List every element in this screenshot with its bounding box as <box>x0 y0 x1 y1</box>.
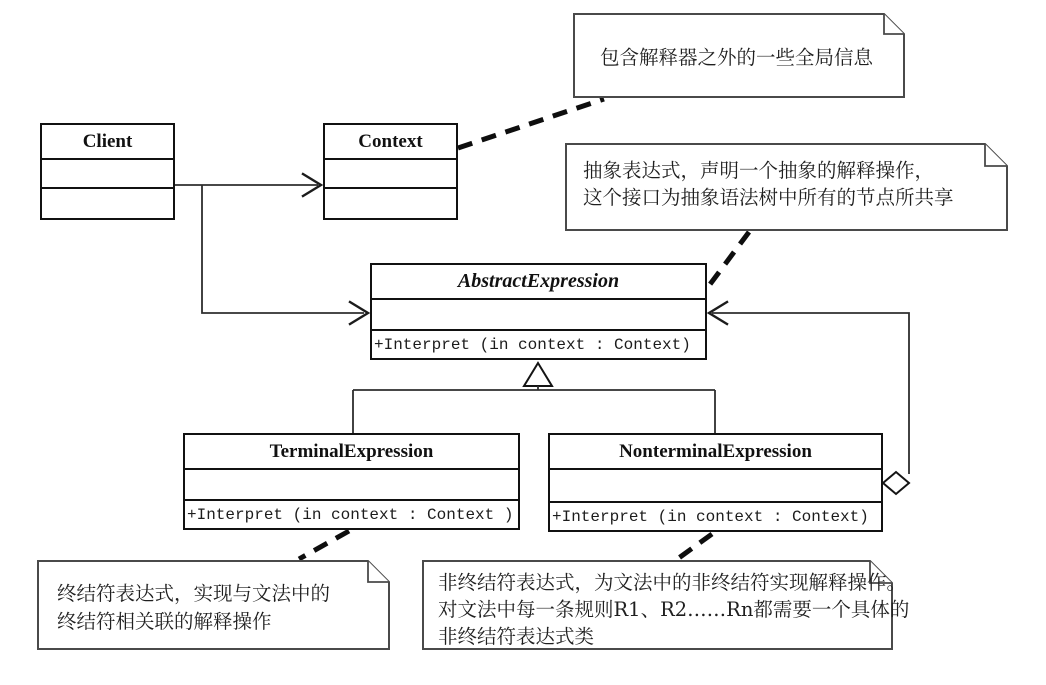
class-context <box>323 123 458 220</box>
class-nonterminal-expression <box>548 433 883 532</box>
note-abstract <box>565 143 1008 231</box>
aggregation-diamond-icon <box>883 472 909 494</box>
note-nonterminal <box>422 560 910 650</box>
class-client-operations <box>42 189 173 218</box>
generalization-branch-lines <box>353 386 715 433</box>
note-context <box>573 13 905 98</box>
class-abstract-expression-name: AbstractExpression <box>372 265 705 300</box>
terminal-note-connector <box>299 531 349 559</box>
note-abstract-text: 抽象表达式，声明一个抽象的解释操作， 这个接口为抽象语法树中所有的节点所共享 <box>583 159 954 209</box>
class-abstract-expression <box>370 263 707 360</box>
class-client-name: Client <box>42 125 173 160</box>
note-context-text: 包含解释器之外的一些全局信息 <box>600 46 874 69</box>
class-context-operations <box>325 189 456 218</box>
class-context-name: Context <box>325 125 456 160</box>
note-terminal-text: 终结符表达式，实现与文法中的 终结符相关联的解释操作 <box>57 582 331 633</box>
class-nonterminal-expression-method: +Interpret (in context : Context) <box>552 507 869 526</box>
generalization-triangle-icon <box>524 363 552 386</box>
class-terminal-expression-name: TerminalExpression <box>185 435 518 470</box>
class-nonterminal-expression-name: NonterminalExpression <box>550 435 881 470</box>
nonterminal-note-connector <box>676 534 712 560</box>
class-abstract-expression-attributes <box>372 300 705 331</box>
class-terminal-expression-attributes <box>185 470 518 501</box>
class-terminal-expression <box>183 433 520 530</box>
abstract-note-connector <box>708 232 749 287</box>
note-terminal <box>37 560 390 650</box>
note-nonterminal-text: 非终结符表达式，为文法中的非终结符实现解释操作。 对文法中每一条规则R1、R2……Rn都需要一个具体的 非终结符表达式类 <box>438 571 910 648</box>
class-client <box>40 123 175 220</box>
context-note-connector <box>458 99 604 148</box>
class-client-attributes <box>42 160 173 189</box>
class-nonterminal-expression-attributes <box>550 470 881 503</box>
class-terminal-expression-method: +Interpret (in context : Context ) <box>187 505 514 524</box>
class-context-attributes <box>325 160 456 189</box>
class-abstract-expression-method: +Interpret (in context : Context) <box>374 335 691 354</box>
